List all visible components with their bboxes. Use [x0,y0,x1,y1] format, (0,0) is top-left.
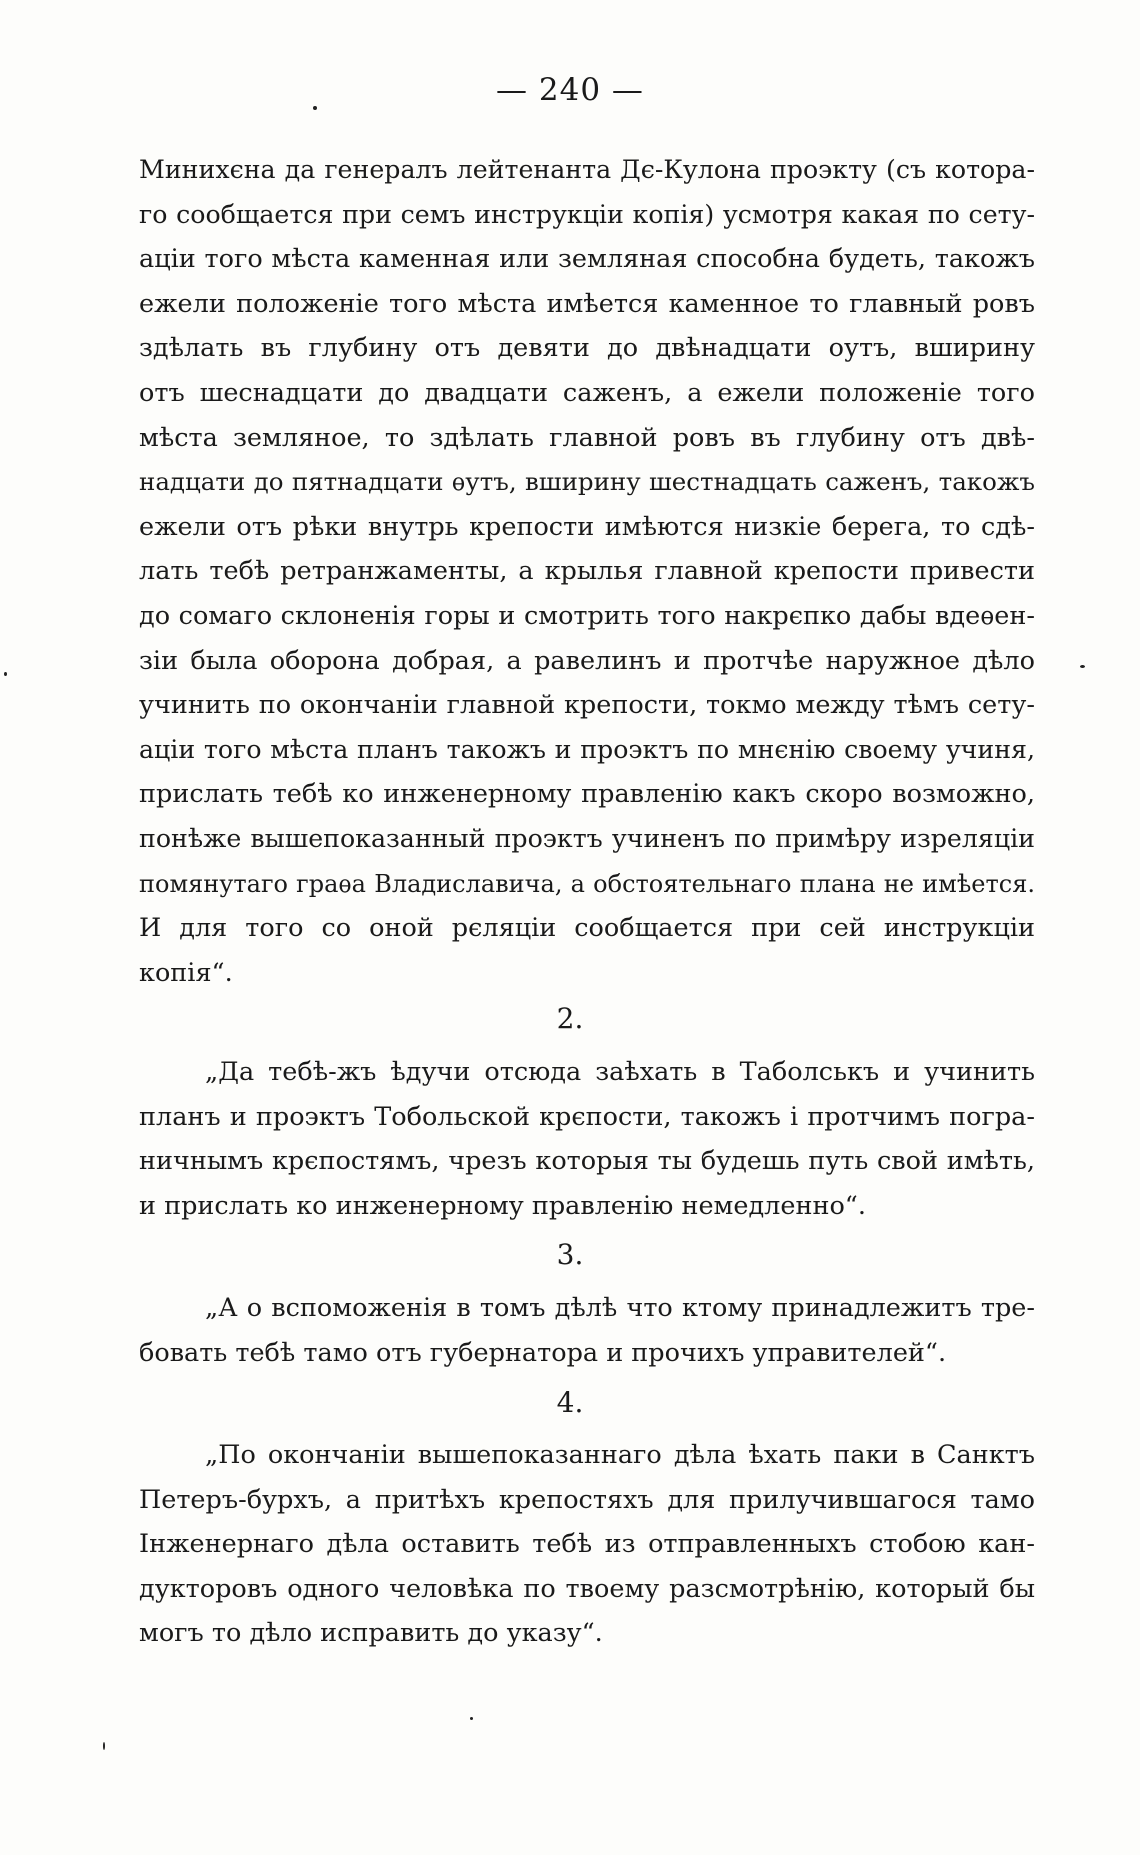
text-line: помянутаго граѳа Владиславича, а обстоятельнаго плана не имѣется. [139,869,1035,898]
paragraph-1 [139,148,1035,995]
text-line: „А о вспоможенія в томъ дѣлѣ что ктому принадлежитъ тре- [205,1293,1035,1323]
text-line: ежели отъ рѣки внутрь крепости имѣются низкіе берега, то сдѣ- [139,511,1035,542]
ink-speck [1080,665,1085,668]
text-line: ежели положеніе того мѣста имѣется каменное то главный ровъ [139,288,1035,319]
text-line: зіи была оборона добрая, а равелинъ и протчѣе наружное дѣло [139,645,1035,676]
section-number-4: 4. [556,1386,584,1419]
text-line: „По окончаніи вышепоказаннаго дѣла ѣхать паки в Санктъ [205,1440,1035,1470]
text-line: Інженернаго дѣла оставить тебѣ из отправленныхъ стобою кан- [139,1529,1035,1560]
ink-speck [103,1742,105,1750]
text-line: прислать тебѣ ко инженерному правленію какъ скоро возможно, [139,779,1035,810]
text-line: бовать тебѣ тамо отъ губернатора и прочихъ управителей“. [139,1337,947,1368]
text-line: „Да тебѣ-жъ ѣдучи отсюда заѣхать в Таболськъ и учинить [205,1057,1035,1087]
text-line: Минихєна да генералъ лейтенанта Дє-Кулона проэкту (съ котора- [139,155,1035,184]
text-line: могъ то дѣло исправить до указу“. [139,1618,603,1649]
paragraph-4 [139,1433,1035,1656]
text-line: надцати до пятнадцати ѳутъ, вширину шестнадцать саженъ, такожъ [139,467,1035,497]
text-line: здѣлать въ глубину отъ девяти до двѣнадцати оутъ, вширину [139,333,1035,364]
text-line: го сообщается при семъ инструкціи копія) усмотря какая по сету- [139,199,1035,229]
text-line: лать тебѣ ретранжаменты, а крылья главной крепости привести [139,556,1035,587]
text-line: аціи того мѣста каменная или земляная способна будеть, такожъ [139,244,1035,275]
text-line: И для того со оной рєляціи сообщается при сей инструкціи [139,913,1035,944]
text-line: до сомаго склоненія горы и смотрить того накрєпко дабы вдеѳен- [139,600,1035,631]
text-line: копія“. [139,957,233,988]
text-line: Петеръ-бурхъ, а притѣхъ крепостяхъ для прилучившагося тамо [139,1484,1035,1515]
text-line: дукторовъ одного человѣка по твоему разсмотрѣнію, который бы [139,1573,1035,1604]
paragraph-2 [139,1050,1035,1228]
text-line: планъ и проэктъ Тобольской крєпости, такожъ і протчимъ погра- [139,1101,1035,1132]
ink-speck [470,1717,473,1720]
ink-speck [4,672,7,676]
text-line: отъ шеснадцати до двадцати саженъ, а ежели положеніе того [139,377,1035,408]
page-number: — 240 — [496,72,644,108]
text-line: мѣста земляное, то здѣлать главной ровъ въ глубину отъ двѣ- [139,422,1035,453]
text-line: учинить по окончаніи главной крепости, токмо между тѣмъ сету- [139,690,1035,721]
text-line: ничнымъ крєпостямъ, чрезъ которыя ты будешь путь свой имѣть, [139,1146,1035,1177]
section-number-3: 3. [556,1238,584,1271]
text-line: понѣже вышепоказанный проэктъ учиненъ по примѣру изреляціи [139,823,1035,853]
paragraph-3 [139,1286,1035,1375]
text-line: и прислать ко инженерному правленію немедленно“. [139,1190,866,1221]
section-number-2: 2. [556,1002,584,1035]
text-line: аціи того мѣста планъ такожъ и проэктъ по мнєнію своему учиня, [139,734,1035,764]
